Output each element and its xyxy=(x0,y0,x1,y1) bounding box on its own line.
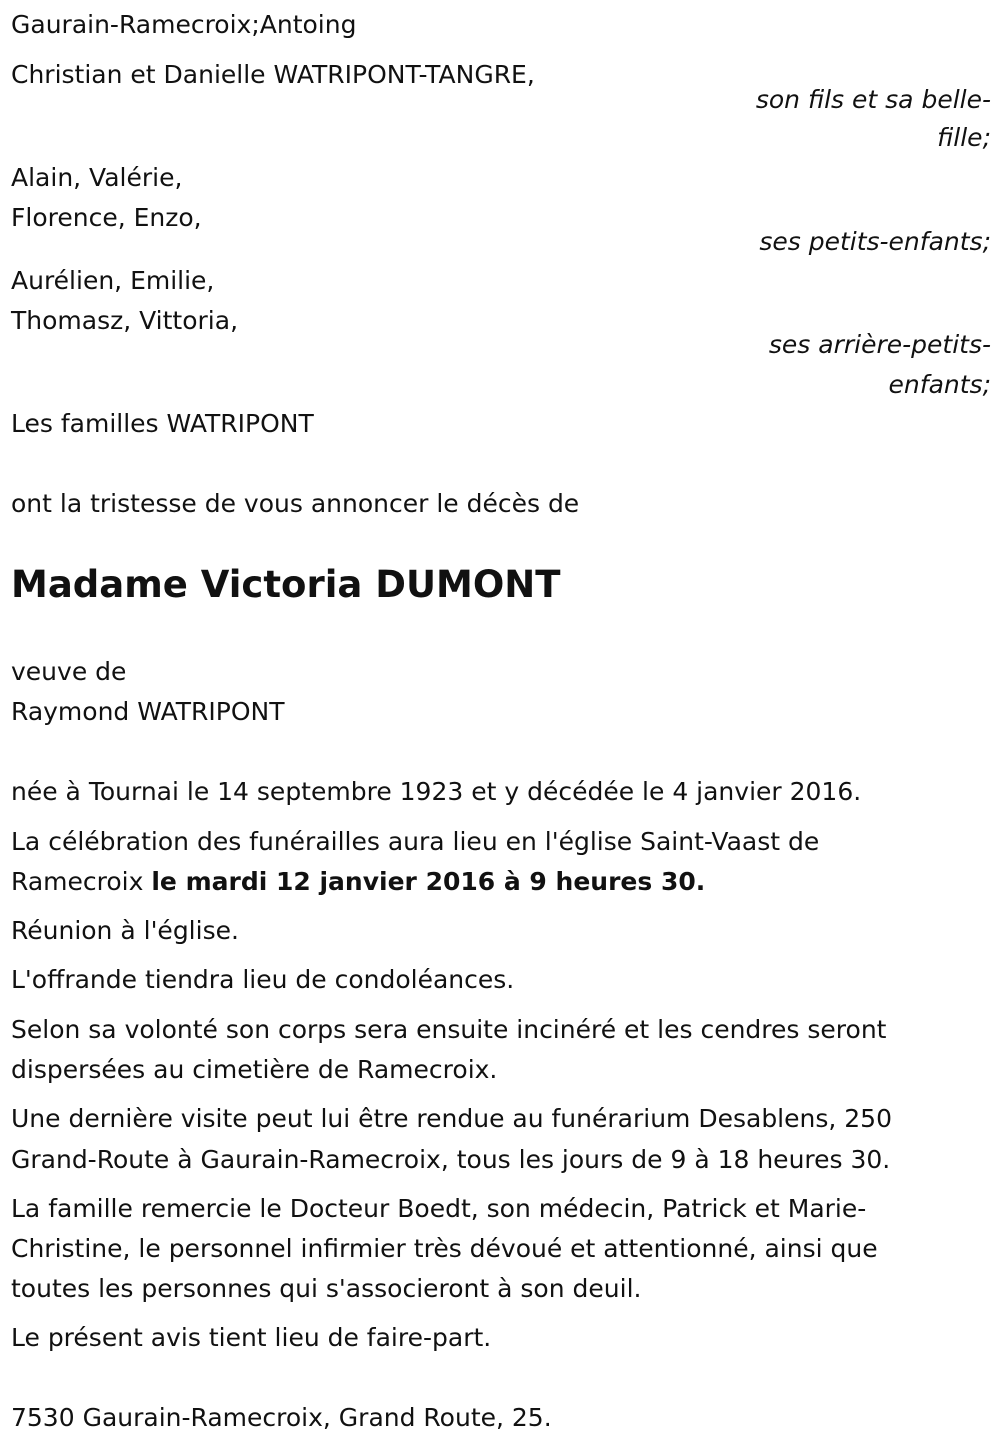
spouse-name: Raymond WATRIPONT xyxy=(11,697,285,726)
funeral-line-1: La célébration des funérailles aura lieu en l'église Saint-Vaast de xyxy=(11,827,820,856)
birth-death-line: née à Tournai le 14 septembre 1923 et y décédée le 4 janvier 2016. xyxy=(11,777,862,806)
families-line: Les familles WATRIPONT xyxy=(11,409,314,438)
cremation-line-1: Selon sa volonté son corps sera ensuite incinéré et les cendres seront xyxy=(11,1015,887,1044)
grandchildren-line-1: Alain, Valérie, xyxy=(11,163,183,192)
great-grandchildren-role-line-2: enfants; xyxy=(888,370,991,399)
grandchildren-line-2: Florence, Enzo, xyxy=(11,203,202,232)
thanks-line-1: La famille remercie le Docteur Boedt, son médecin, Patrick et Marie- xyxy=(11,1194,867,1223)
visit-line-2: Grand-Route à Gaurain-Ramecroix, tous les jours de 9 à 18 heures 30. xyxy=(11,1145,891,1174)
thanks-line-3: toutes les personnes qui s'associeront à son deuil. xyxy=(11,1274,642,1303)
cremation-line-2: dispersées au cimetière de Ramecroix. xyxy=(11,1055,498,1084)
widow-of-label: veuve de xyxy=(11,657,127,686)
great-grandchildren-line-2: Thomasz, Vittoria, xyxy=(11,306,239,335)
son-role-line-1: son fils et sa belle- xyxy=(755,85,991,114)
funeral-line-2 xyxy=(11,862,705,902)
son-role-line-2: fille; xyxy=(937,123,991,152)
address-line: 7530 Gaurain-Ramecroix, Grand Route, 25. xyxy=(11,1403,552,1432)
grandchildren-role: ses petits-enfants; xyxy=(759,227,991,256)
funeral-line-2-prefix: Ramecroix xyxy=(11,867,152,896)
meeting-line: Réunion à l'église. xyxy=(11,916,239,945)
son-names: Christian et Danielle WATRIPONT-TANGRE, xyxy=(11,60,535,89)
funeral-date-time: le mardi 12 janvier 2016 à 9 heures 30. xyxy=(151,867,706,896)
deceased-name: Madame Victoria DUMONT xyxy=(11,563,561,606)
announcement-intro: ont la tristesse de vous annoncer le décès de xyxy=(11,489,580,518)
offering-line: L'offrande tiendra lieu de condoléances. xyxy=(11,965,515,994)
location-header: Gaurain-Ramecroix;Antoing xyxy=(11,10,357,39)
great-grandchildren-role-line-1: ses arrière-petits- xyxy=(768,330,991,359)
notice-line: Le présent avis tient lieu de faire-part. xyxy=(11,1323,492,1352)
great-grandchildren-line-1: Aurélien, Emilie, xyxy=(11,266,215,295)
visit-line-1: Une dernière visite peut lui être rendue au funérarium Desablens, 250 xyxy=(11,1104,892,1133)
thanks-line-2: Christine, le personnel infirmier très dévoué et attentionné, ainsi que xyxy=(11,1234,878,1263)
